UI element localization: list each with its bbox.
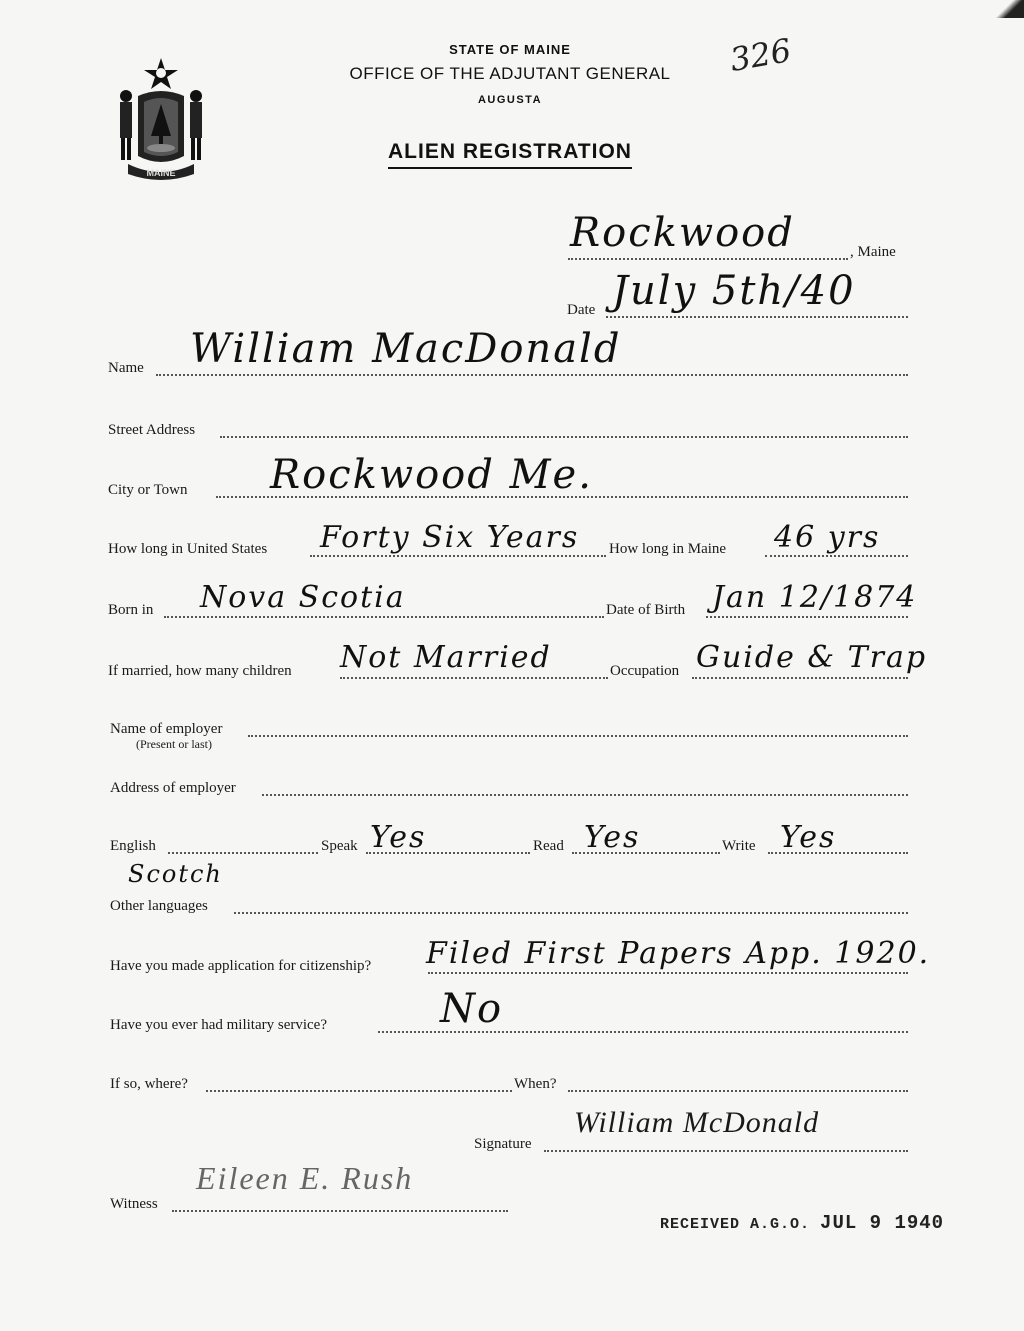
- name-label: Name: [108, 360, 144, 376]
- date-label: Date: [567, 302, 596, 318]
- header-city: AUGUSTA: [477, 94, 543, 106]
- occupation-label: Occupation: [610, 663, 680, 679]
- write-label: Write: [722, 838, 756, 854]
- born-label: Born in: [108, 602, 154, 618]
- born-value: Nova Scotia: [200, 580, 406, 615]
- citizenship-label: Have you made application for citizenship?: [110, 958, 372, 974]
- dob-line: [706, 616, 908, 618]
- dob-label: Date of Birth: [606, 602, 686, 618]
- where-line: [206, 1090, 512, 1092]
- employer-sub-label: (Present or last): [136, 737, 212, 751]
- english-line: [168, 852, 318, 854]
- date-line: [606, 316, 908, 318]
- other-languages-value: Scotch: [128, 860, 223, 888]
- received-stamp-label: RECEIVED A.G.O.: [660, 1216, 811, 1233]
- town-suffix-label: , Maine: [850, 244, 896, 260]
- signature-label: Signature: [474, 1136, 532, 1152]
- scan-edge: [994, 0, 1024, 18]
- citizenship-line: [428, 972, 908, 974]
- military-label: Have you ever had military service?: [110, 1017, 327, 1033]
- signature-value: William McDonald: [574, 1106, 820, 1139]
- form-title: ALIEN REGISTRATION: [300, 140, 720, 164]
- form-number: 326: [727, 30, 794, 80]
- speak-value: Yes: [370, 820, 427, 855]
- received-stamp: [660, 1212, 944, 1234]
- name-value: William MacDonald: [190, 326, 622, 372]
- children-value: Not Married: [340, 640, 552, 675]
- dob-value: Jan 12/1874: [712, 580, 918, 615]
- speak-label: Speak: [321, 838, 358, 854]
- us-value: Forty Six Years: [320, 520, 580, 555]
- children-line: [340, 677, 608, 679]
- date-value: July 5th/40: [612, 268, 856, 314]
- other-languages-line: [234, 912, 908, 914]
- us-label: How long in United States: [108, 541, 268, 557]
- street-label: Street Address: [108, 422, 196, 438]
- born-line: [164, 616, 604, 618]
- military-value: No: [440, 986, 504, 1032]
- read-value: Yes: [584, 820, 641, 855]
- witness-label: Witness: [110, 1196, 158, 1212]
- read-label: Read: [533, 838, 564, 854]
- citizenship-value: Filed First Papers App. 1920.: [426, 936, 931, 971]
- maine-state-seal: [108, 56, 214, 184]
- employer-address-line: [262, 794, 908, 796]
- write-value: Yes: [780, 820, 837, 855]
- witness-line: [172, 1210, 508, 1212]
- when-label: When?: [514, 1076, 557, 1092]
- header-office: OFFICE OF THE ADJUTANT GENERAL: [349, 64, 671, 83]
- name-line: [156, 374, 908, 376]
- signature-line: [544, 1150, 908, 1152]
- maine-line: [765, 555, 908, 557]
- maine-label: How long in Maine: [609, 541, 727, 557]
- maine-value: 46 yrs: [774, 520, 881, 555]
- town-line: [568, 258, 848, 260]
- occupation-value: Guide & Trap: [696, 640, 928, 675]
- street-line: [220, 436, 908, 438]
- where-label: If so, where?: [110, 1076, 188, 1092]
- other-languages-label: Other languages: [110, 898, 208, 914]
- employer-label: Name of employer: [110, 721, 223, 737]
- city-value: Rockwood Me.: [270, 452, 593, 498]
- header-state: STATE OF MAINE: [449, 42, 571, 57]
- children-label: If married, how many children: [108, 663, 292, 679]
- received-stamp-date: JUL 9 1940: [820, 1212, 945, 1234]
- when-line: [568, 1090, 908, 1092]
- city-label: City or Town: [108, 482, 188, 498]
- town-value: Rockwood: [570, 210, 795, 256]
- us-line: [310, 555, 606, 557]
- witness-value: Eileen E. Rush: [196, 1160, 414, 1196]
- occupation-line: [692, 677, 908, 679]
- employer-address-label: Address of employer: [110, 780, 236, 796]
- seal-banner-text: MAINE: [146, 168, 176, 178]
- employer-line: [248, 735, 908, 737]
- english-label: English: [110, 838, 156, 854]
